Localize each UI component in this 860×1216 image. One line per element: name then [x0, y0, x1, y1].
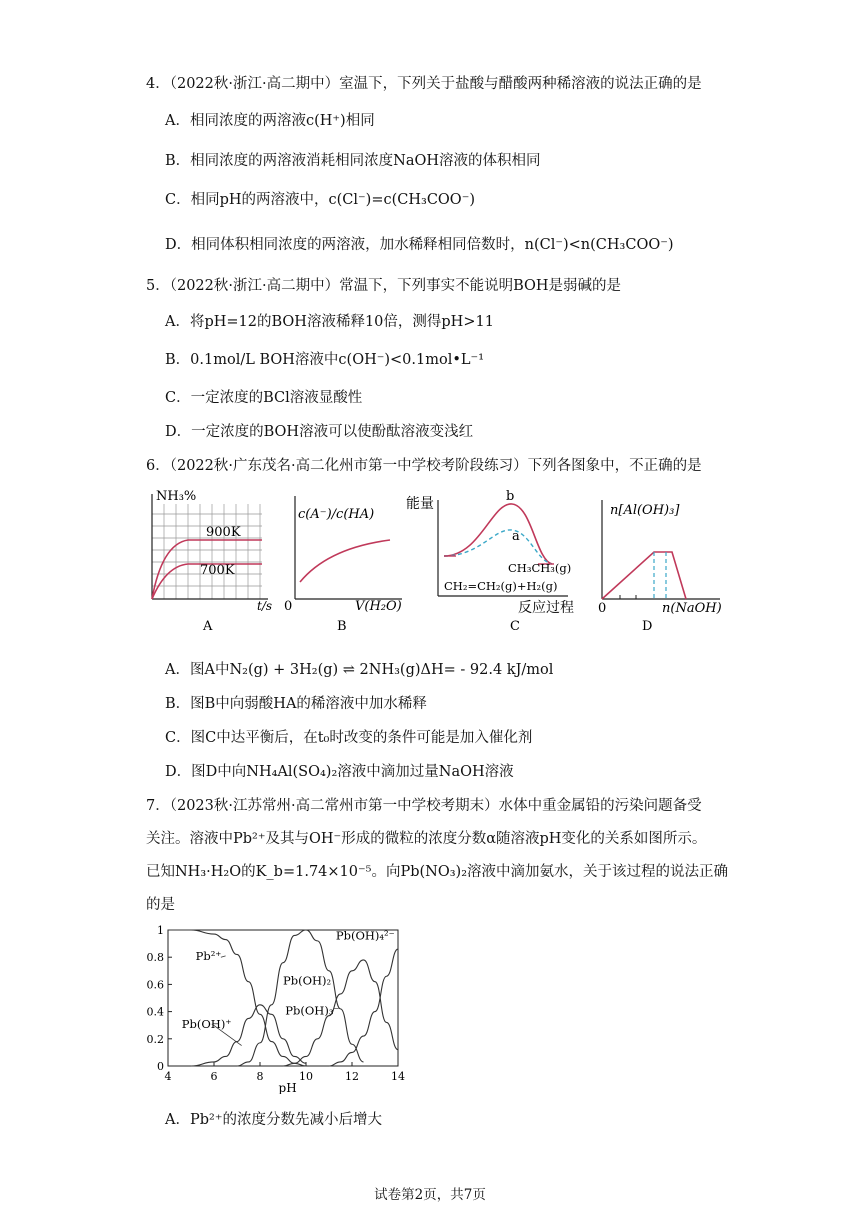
x-tick-label: 10 — [299, 1070, 313, 1083]
y-tick-label: 0.6 — [146, 978, 164, 992]
fig-b-xlabel: V(H₂O) — [355, 599, 402, 614]
q4-option-b: B．相同浓度的两溶液消耗相同浓度NaOH溶液的体积相同 — [165, 153, 541, 169]
series-leader-0 — [221, 956, 226, 957]
fig-a-xlabel: t/s — [257, 599, 273, 613]
fig-d-caption: D — [642, 619, 653, 634]
x-axis-label: pH — [278, 1081, 297, 1094]
x-tick-label: 14 — [391, 1070, 405, 1083]
q6-option-d: D．图D中向NH₄Al(SO₄)₂溶液中滴加过量NaOH溶液 — [165, 764, 514, 780]
q7-line1: 7．（2023秋·江苏常州·高二常州市第一中学校考期末）水体中重金属铅的污染问题备受 — [146, 798, 702, 814]
q5-option-c: C．一定浓度的BCl溶液显酸性 — [165, 390, 363, 406]
fig-a-label-700k: 700K — [200, 563, 235, 578]
fig-c-product: CH₃CH₃(g) — [508, 561, 572, 575]
page-footer: 试卷第2页，共7页 — [374, 1187, 486, 1203]
series-label-1: Pb(OH)⁺ — [181, 1016, 232, 1031]
fig-c-curve-a: a — [512, 529, 520, 544]
fig-a-label-900k: 900K — [206, 525, 241, 540]
fig-d-xlabel: n(NaOH) — [662, 601, 722, 616]
series-label-0: Pb²⁺ — [195, 948, 222, 963]
x-tick-label: 12 — [345, 1070, 359, 1083]
q5-option-b: B．0.1mol/L BOH溶液中c(OH⁻)<0.1mol•L⁻¹ — [165, 352, 485, 368]
fig-b-ylabel: c(A⁻)/c(HA) — [298, 507, 375, 522]
figure-a — [152, 489, 272, 634]
pb-speciation-chart — [146, 924, 416, 1094]
y-tick-label: 0 — [157, 1060, 164, 1073]
fig-a-ylabel: NH₃% — [156, 489, 197, 504]
series-label-2: Pb(OH)₂ — [283, 973, 332, 988]
q6-option-a: A．图A中N₂(g) + 3H₂(g) ⇌ 2NH₃(g)ΔH= - 92.4 kJ/mol — [165, 662, 554, 678]
q4-stem: 4．（2022秋·浙江·高二期中）室温下，下列关于盐酸与醋酸两种稀溶液的说法正确的是 — [146, 76, 702, 92]
q7-line3: 已知NH₃·H₂O的K_b=1.74×10⁻⁵。向Pb(NO₃)₂溶液中滴加氨水，关于该过程的说法正确 — [146, 864, 729, 880]
q4-option-c: C．相同pH的两溶液中，c(Cl⁻)=c(CH₃COO⁻) — [165, 192, 476, 208]
fig-d-origin: 0 — [598, 601, 607, 616]
fig-c-ylabel: 能量 — [406, 496, 434, 512]
fig-c-reactant: CH₂=CH₂(g)+H₂(g) — [444, 579, 558, 593]
q6-figures — [140, 484, 740, 634]
y-tick-label: 1 — [157, 924, 164, 937]
fig-b-origin: 0 — [284, 599, 293, 614]
y-tick-label: 0.8 — [146, 951, 164, 965]
figure-b — [284, 496, 402, 634]
q5-option-a: A．将pH=12的BOH溶液稀释10倍，测得pH>11 — [165, 314, 494, 330]
q6-stem: 6．（2022秋·广东茂名·高二化州市第一中学校考阶段练习）下列各图象中，不正确的是 — [146, 458, 702, 474]
series-label-3: Pb(OH)₃⁻ — [285, 1003, 340, 1018]
series-label-4: Pb(OH)₄²⁻ — [335, 928, 395, 943]
q4-option-d: D．相同体积相同浓度的两溶液，加水稀释相同倍数时，n(Cl⁻)<n(CH₃COO⁻) — [165, 237, 674, 253]
q7-line4: 的是 — [146, 897, 175, 913]
q7-option-a: A．Pb²⁺的浓度分数先减小后增大 — [165, 1112, 382, 1128]
q6-option-b: B．图B中向弱酸HA的稀溶液中加水稀释 — [165, 696, 427, 712]
q5-option-d: D．一定浓度的BOH溶液可以使酚酞溶液变浅红 — [165, 424, 474, 440]
series-line-0 — [168, 930, 306, 1066]
y-tick-label: 0.4 — [146, 1005, 164, 1019]
fig-c-curve-b: b — [506, 489, 515, 504]
fig-d-ylabel: n[Al(OH)₃] — [610, 503, 680, 518]
fig-a-caption: A — [203, 619, 213, 634]
fig-c-caption: C — [510, 619, 520, 634]
series-line-2 — [237, 930, 364, 1066]
y-tick-label: 0.2 — [146, 1032, 164, 1046]
x-tick-label: 6 — [210, 1070, 218, 1083]
q4-option-a: A．相同浓度的两溶液c(H⁺)相同 — [165, 113, 375, 129]
q6-option-c: C．图C中达平衡后，在t₀时改变的条件可能是加入催化剂 — [165, 730, 533, 746]
x-tick-label: 4 — [164, 1070, 172, 1083]
x-tick-label: 8 — [256, 1070, 264, 1083]
q7-line2: 关注。溶液中Pb²⁺及其与OH⁻形成的微粒的浓度分数α随溶液pH变化的关系如图所示。 — [146, 831, 707, 847]
figure-d — [598, 500, 722, 634]
q5-stem: 5．（2022秋·浙江·高二期中）常温下，下列事实不能说明BOH是弱碱的是 — [146, 278, 622, 294]
fig-c-xlabel: 反应过程 — [518, 600, 574, 616]
fig-b-caption: B — [337, 619, 347, 634]
figure-c — [406, 489, 574, 634]
